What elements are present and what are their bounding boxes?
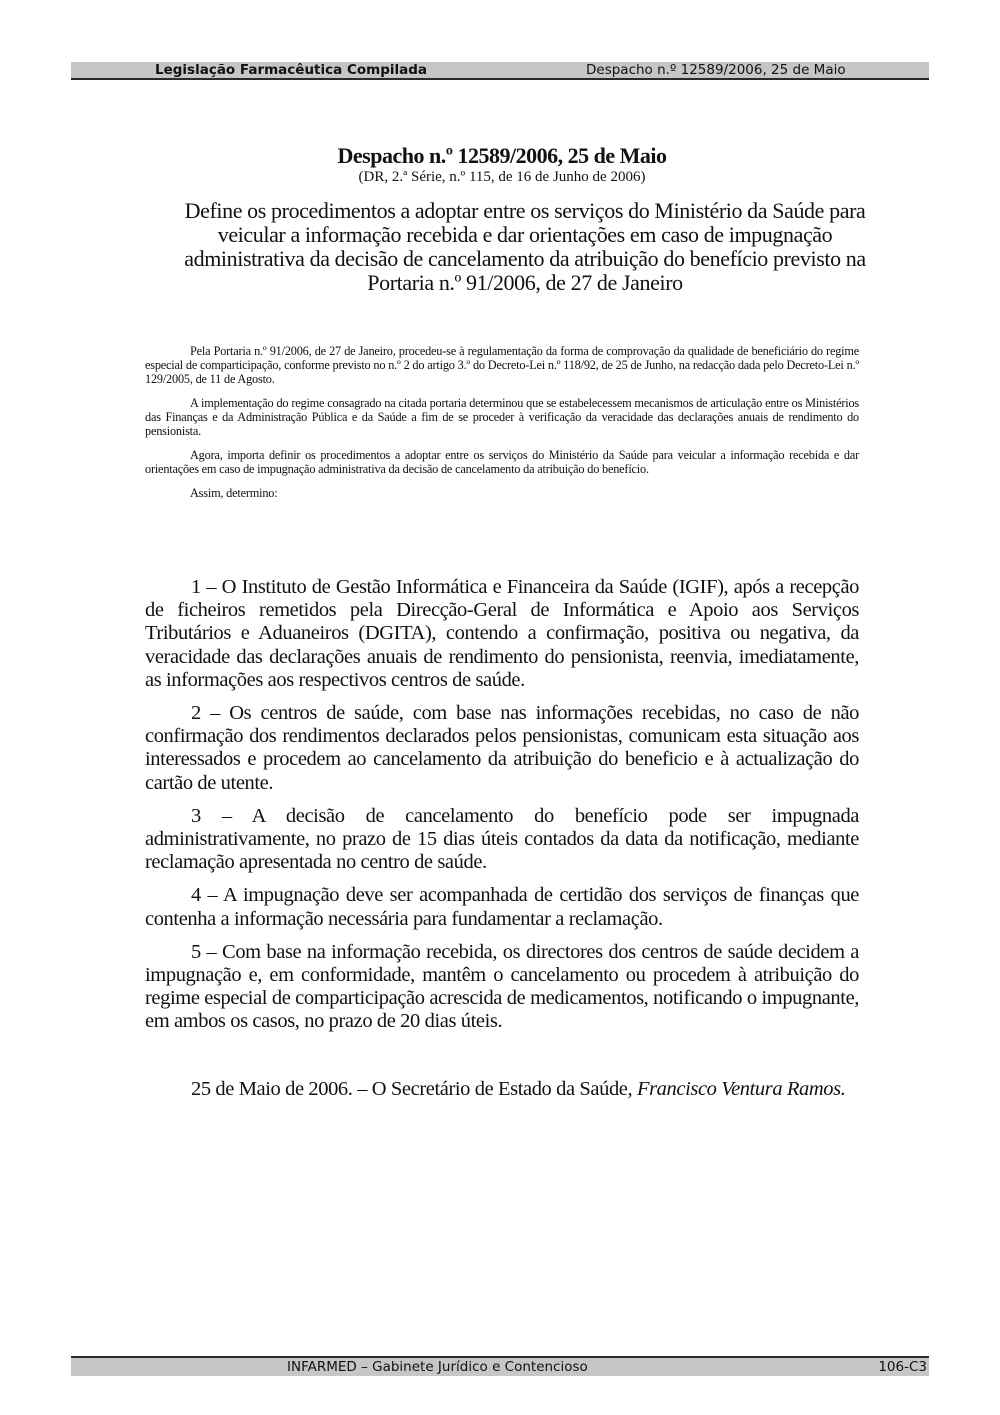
article-paragraph: 1 – O Instituto de Gestão Informática e Financeira da Saúde (IGIF), após a recepção de ficheiros remetidos pela Direcção-Geral de Informática e Apoio aos Serviços Tributários e Aduaneiros (DGITA), contendo a confirmação, positiva ou negativa, da veracidade das declarações anuais de rendimento do pensionista, reenvia, imediatamente, as informações aos respectivos centros de saúde. xyxy=(145,576,859,691)
article-paragraph: 5 – Com base na informação recebida, os directores dos centros de saúde decidem a impugnação e, em conformidade, mantêm o cancelamento ou procedem à atribuição do regime especial de comparticipação acrescida de medicamentos, notificando o impugnante, em ambos os casos, no prazo de 20 dias úteis. xyxy=(145,940,859,1033)
preamble xyxy=(145,344,859,510)
article-paragraph: 3 – A decisão de cancelamento do benefício pode ser impugnada administrativamente, no prazo de 15 dias úteis contados da data da notificação, mediante reclamação apresentada no centro de saúde. xyxy=(145,804,859,874)
page-header xyxy=(71,62,929,80)
header-document-ref: Despacho n.º 12589/2006, 25 de Maio xyxy=(586,62,846,78)
preamble-paragraph: Assim, determino: xyxy=(190,486,278,500)
footer-department: INFARMED – Gabinete Jurídico e Contencioso xyxy=(287,1359,588,1375)
signer-name: Francisco Ventura Ramos. xyxy=(636,1078,846,1100)
page-number: 106-C3 xyxy=(878,1359,927,1375)
preamble-paragraph: Agora, importa definir os procedimentos a adoptar entre os serviços do Ministério da Saúde para veicular a informação recebida e dar orientações em caso de impugnação administrativa da decisão de cancelamento da atribuição do benefício. xyxy=(145,448,859,476)
articles xyxy=(145,576,859,1044)
article-paragraph: 4 – A impugnação deve ser acompanhada de certidão dos serviços de finanças que contenha a informação necessária para fundamentar a reclamação. xyxy=(145,884,859,930)
preamble-paragraph: A implementação do regime consagrado na citada portaria determinou que se estabelecessem mecanismos de articulação entre os Ministérios das Finanças e da Administração Pública e da Saúde a fim de se proceder à verificação da veracidade das declarações anuais de rendimento do pensionista. xyxy=(145,396,859,438)
header-collection-title: Legislação Farmacêutica Compilada xyxy=(155,62,427,78)
document-title: Despacho n.º 12589/2006, 25 de Maio xyxy=(337,143,667,168)
title-block xyxy=(145,143,859,185)
page-footer xyxy=(71,1356,929,1376)
document-subtitle: (DR, 2.ª Série, n.º 115, de 16 de Junho de 2006) xyxy=(358,169,646,185)
preamble-paragraph: Pela Portaria n.º 91/2006, de 27 de Janeiro, procedeu-se à regulamentação da forma de comprovação da qualidade de beneficiário do regime especial de comparticipação, conforme previsto no n.º 2 do artigo 3.º do Decreto-Lei n.º 118/92, de 25 de Junho, na redacção dada pelo Decreto-Lei n.º 129/2005, de 11 de Agosto. xyxy=(145,344,859,386)
signature xyxy=(145,1078,859,1101)
article-paragraph: 2 – Os centros de saúde, com base nas informações recebidas, no caso de não confirmação dos rendimentos declarados pelos pensionistas, comunicam esta situação aos interessados e procedem ao cancelamento da atribuição do beneficio e à actualização do cartão de utente. xyxy=(145,702,859,794)
document-summary: Define os procedimentos a adoptar entre os serviços do Ministério da Saúde para veicular a informação recebida e dar orientações em caso de impugnação administrativa da decisão de cancelamento da atribuição do benefício previsto na Portaria n.º 91/2006, de 27 de Janeiro xyxy=(184,198,866,295)
signature-text: 25 de Maio de 2006. – O Secretário de Estado da Saúde, xyxy=(191,1078,637,1100)
